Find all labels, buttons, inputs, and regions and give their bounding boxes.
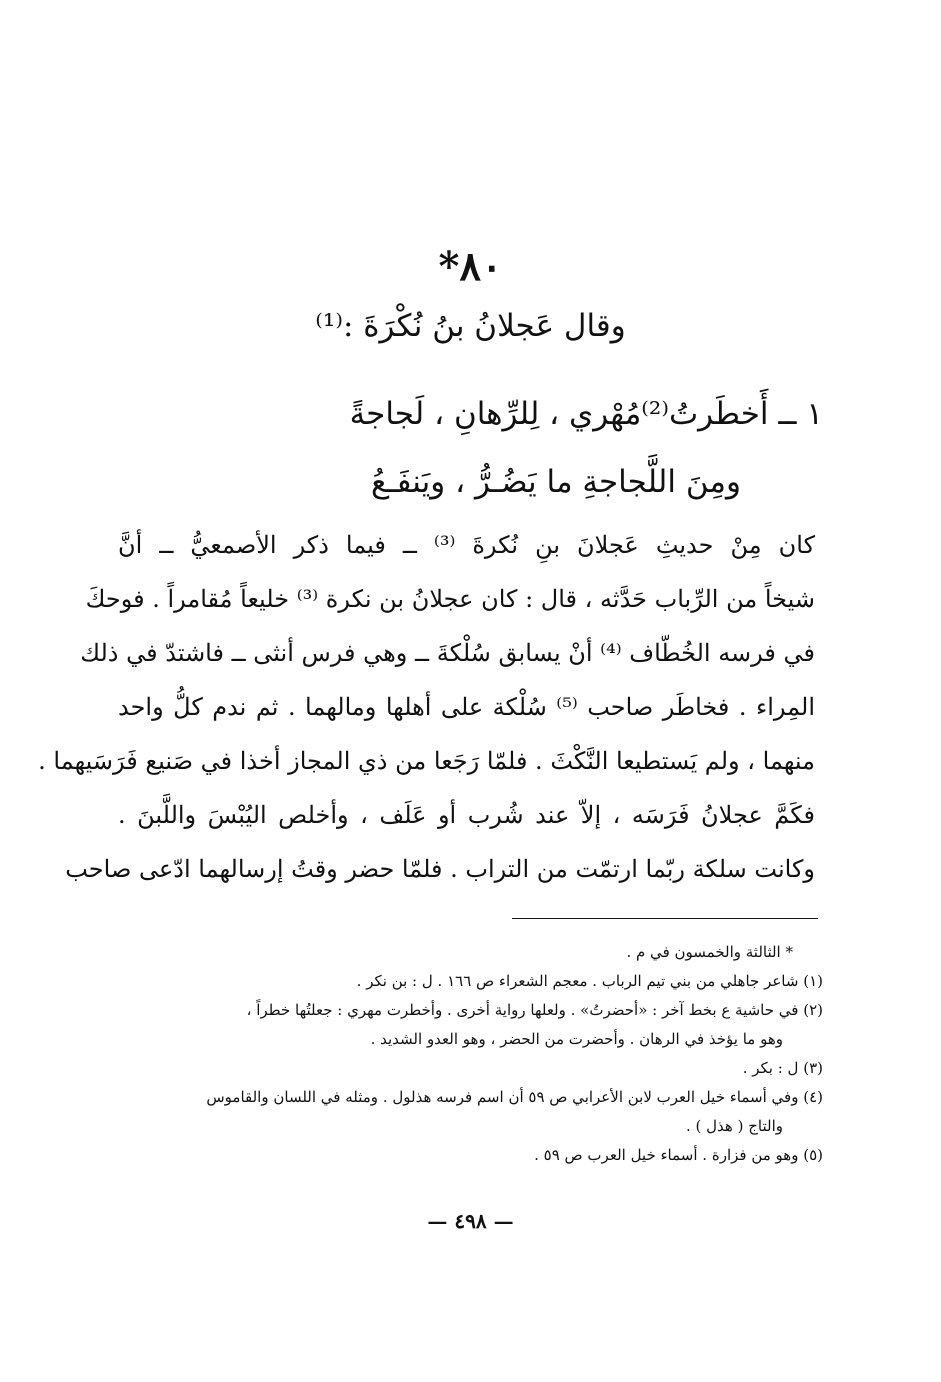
footnotes <box>118 938 823 1170</box>
prose-line: منهما ، ولم يَستطيعا النَّكْثَ . فلمّا رَجَعا من ذي المجاز أخذا في صَنيع فَرَسَيهما . <box>38 747 815 775</box>
verse-line-1: ١ ــ أَخطَرتُ⁽²⁾مُهْري ، لِلرِّهانِ ، لَجاجةً <box>349 396 823 432</box>
prose-line: فكَمَّ عجلانُ فَرَسَه ، إلاّ عند شُرب أو عَلَف ، وأخلص اليُبْسَ واللَّبنَ . <box>118 801 815 829</box>
footnote-line: (١) شاعر جاهلي من بني تيم الرباب . معجم الشعراء ص ١٦٦ . ل : بن نكر . <box>356 972 823 990</box>
footnote-line: (٢) في حاشية ع بخط آخر : «أحضرتُ» . ولعلها رواية أخرى . وأخطرت مهري : جعلتُها خطراً ، <box>246 1001 823 1019</box>
footnote-line: (٤) وفي أسماء خيل العرب لابن الأعرابي ص ٥٩ أن اسم فرسه هذلول . ومثله في اللسان والقاموس <box>206 1088 823 1106</box>
footnote-divider <box>512 918 818 919</box>
footnote-line: والتاج ( هذل ) . <box>686 1117 783 1135</box>
poem-title: وقال عَجلانُ بنُ نُكْرَةَ :⁽¹⁾ <box>315 308 626 344</box>
poem-number: ٨٠* <box>438 243 503 290</box>
footnote-line: (٣) ل : بكر . <box>742 1059 823 1077</box>
footnote-line: وهو ما يؤخذ في الرهان . وأحضرت من الحضر ، وهو العدو الشديد . <box>370 1030 783 1048</box>
prose-line: كان مِنْ حديثِ عَجلانَ بنِ نُكرةَ ⁽³⁾ ــ فيما ذكر الأصمعيُّ ــ أنَّ <box>118 531 815 559</box>
prose-line: في فرسه الخُطّاف ⁽⁴⁾ أنْ يسابق سُلْكةَ ــ وهي فرس أنثى ــ فاشتدّ في ذلك <box>80 639 815 667</box>
verse-line-2: ومِنَ اللَّجاجةِ ما يَضُـرُّ ، ويَنفَـعُ <box>371 464 741 500</box>
prose-line: المِراء . فخاطَر صاحب ⁽⁵⁾ سُلْكة على أهلها ومالهما . ثم ندم كلُّ واحد <box>118 693 815 721</box>
prose-line: شيخاً من الرِّباب حَدَّثه ، قال : كان عجلانُ بن نكرة ⁽³⁾ خليعاً مُقامراً . فوحكَ <box>85 585 815 613</box>
page-number: — ٤٩٨ — <box>427 1209 514 1233</box>
prose-body <box>38 518 815 896</box>
footnote-line: (٥) وهو من فزارة . أسماء خيل العرب ص ٥٩ . <box>534 1146 823 1164</box>
footnote-line: * الثالثة والخمسون في م . <box>626 943 793 961</box>
prose-line: وكانت سلكة ربّما ارتمّت من التراب . فلمّا حضر وقتُ إرسالهما ادّعى صاحب <box>65 855 815 883</box>
